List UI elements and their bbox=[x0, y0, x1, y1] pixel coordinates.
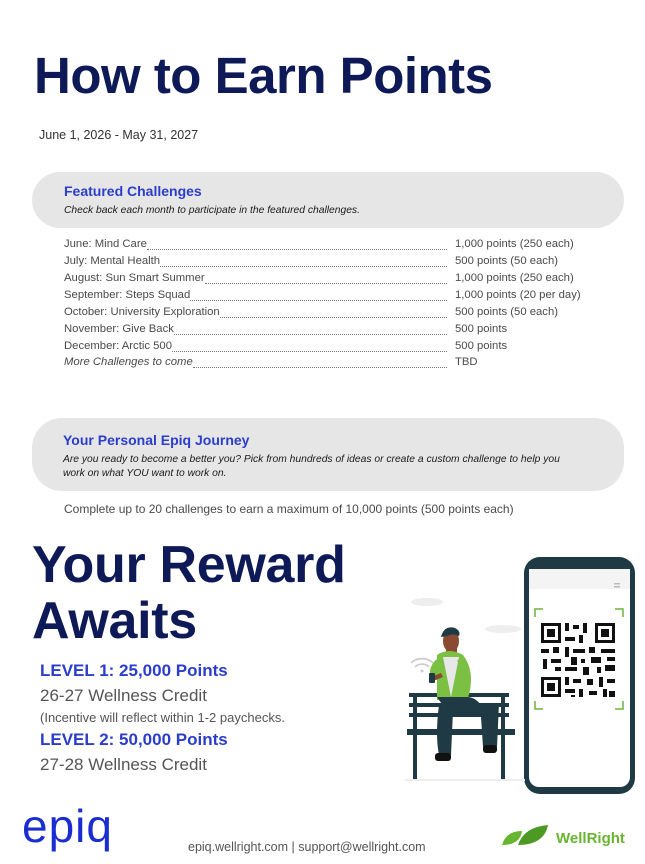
challenge-name: December: Arctic 500 bbox=[64, 340, 172, 352]
leader-dots bbox=[172, 351, 447, 352]
challenge-points: 500 points bbox=[455, 323, 508, 335]
challenge-name: August: Sun Smart Summer bbox=[64, 272, 205, 284]
journey-note: Complete up to 20 challenges to earn a maximum of 10,000 points (500 points each) bbox=[64, 502, 514, 516]
challenge-row bbox=[64, 323, 604, 339]
challenge-name: More Challenges to come bbox=[64, 356, 193, 368]
featured-challenges-title: Featured Challenges bbox=[64, 183, 202, 199]
featured-challenges-banner bbox=[32, 172, 624, 228]
leader-dots bbox=[190, 300, 447, 301]
reward-title-line2: Awaits bbox=[32, 592, 197, 650]
challenge-row bbox=[64, 272, 604, 288]
challenge-points: 500 points (50 each) bbox=[455, 255, 558, 267]
leaf-icon bbox=[500, 823, 552, 849]
phone-illustration bbox=[405, 555, 645, 800]
challenge-row bbox=[64, 306, 604, 322]
cloud-icon bbox=[411, 598, 521, 633]
footer-contact-links: epiq.wellright.com | support@wellright.com bbox=[188, 840, 426, 854]
challenge-row bbox=[64, 340, 604, 356]
leader-dots bbox=[160, 266, 447, 267]
wifi-icon bbox=[411, 659, 433, 673]
challenge-points: 1,000 points (250 each) bbox=[455, 272, 574, 284]
leader-dots bbox=[147, 249, 447, 250]
level2-heading: LEVEL 2: 50,000 Points bbox=[40, 730, 228, 749]
svg-text:epiq: epiq bbox=[22, 806, 113, 852]
challenge-name: October: University Exploration bbox=[64, 306, 220, 318]
wellright-logo: WellRight bbox=[556, 830, 625, 847]
leader-dots bbox=[174, 334, 447, 335]
leader-dots bbox=[205, 283, 447, 284]
challenge-row bbox=[64, 356, 604, 372]
challenge-row bbox=[64, 289, 604, 305]
challenge-points: TBD bbox=[455, 356, 478, 368]
challenge-name: June: Mind Care bbox=[64, 238, 147, 250]
challenge-name: July: Mental Health bbox=[64, 255, 161, 267]
journey-description: Are you ready to become a better you? Pick from hundreds of ideas or create a custom challenge to help you work on what YOU want to work on. bbox=[63, 454, 560, 479]
phone-mockup bbox=[524, 557, 635, 794]
challenge-points: 1,000 points (20 per day) bbox=[455, 289, 581, 301]
challenge-name: November: Give Back bbox=[64, 323, 174, 335]
level1-credit: 26-27 Wellness Credit bbox=[40, 686, 207, 705]
challenge-row bbox=[64, 238, 604, 254]
page-title: How to Earn Points bbox=[34, 47, 493, 104]
leader-dots bbox=[193, 367, 447, 368]
challenge-points: 500 points (50 each) bbox=[455, 306, 558, 318]
challenge-points: 1,000 points (250 each) bbox=[455, 238, 574, 250]
reward-title bbox=[32, 537, 346, 649]
reward-title-line1: Your Reward bbox=[32, 536, 346, 594]
journey-title: Your Personal Epiq Journey bbox=[63, 432, 250, 448]
epiq-logo bbox=[22, 806, 162, 856]
challenge-points: 500 points bbox=[455, 340, 508, 352]
leader-dots bbox=[220, 317, 447, 318]
level1-note: (Incentive will reflect within 1-2 paychecks. bbox=[40, 710, 285, 725]
level2-credit: 27-28 Wellness Credit bbox=[40, 755, 207, 774]
level1-heading: LEVEL 1: 25,000 Points bbox=[40, 661, 228, 680]
featured-challenges-subtitle: Check back each month to participate in the featured challenges. bbox=[64, 205, 360, 216]
date-range: June 1, 2026 - May 31, 2027 bbox=[39, 128, 199, 142]
challenge-name: September: Steps Squad bbox=[64, 289, 191, 301]
challenge-row bbox=[64, 255, 604, 271]
